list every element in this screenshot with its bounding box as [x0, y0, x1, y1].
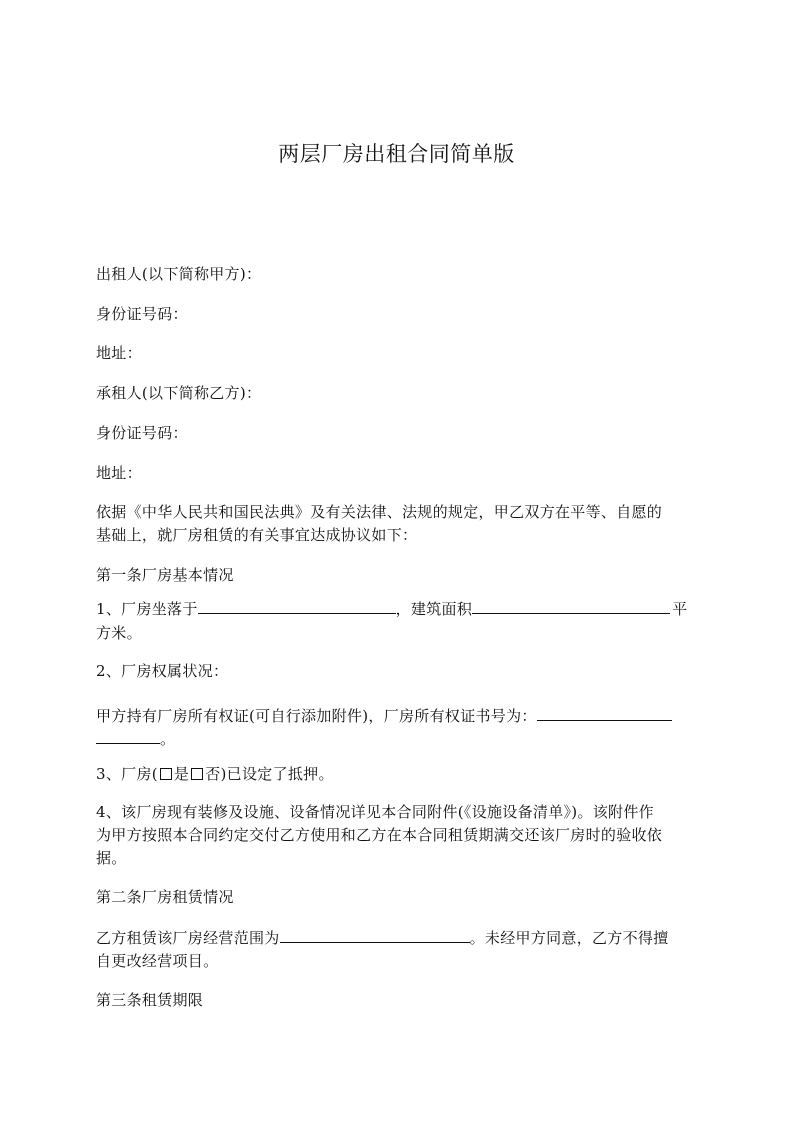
intro-line-2: 基础上，就厂房租赁的有关事宜达成协议如下： [96, 526, 418, 544]
certificate-label: 甲方持有厂房所有权证(可自行添加附件)，厂房所有权证书号为： [96, 707, 537, 725]
mortgage-yes-checkbox[interactable] [160, 768, 172, 780]
area-unit-part-1: 平 [672, 600, 688, 618]
article-2-heading: 第二条厂房租赁情况 [96, 888, 234, 906]
intro-line-1: 依据《中华人民共和国民法典》及有关法律、法规的规定，甲乙双方在平等、自愿的 [96, 503, 663, 521]
page-title: 两层厂房出租合同简单版 [278, 142, 515, 166]
lessee-address-label: 地址： [96, 464, 142, 482]
article-1-item-3 [96, 762, 696, 786]
mortgage-label: 3、厂房( [96, 765, 158, 783]
certificate-number-blank-2[interactable] [96, 727, 160, 744]
lessee-label: 承租人(以下简称乙方)： [96, 384, 262, 402]
article-2-scope-line-2: 自更改经营项目。 [96, 952, 219, 970]
location-blank[interactable] [198, 597, 396, 614]
certificate-end: 。 [160, 730, 176, 748]
mortgage-yes-label: 是 [173, 765, 190, 783]
certificate-line-2 [96, 727, 696, 751]
article-3-heading: 第三条租赁期限 [96, 991, 204, 1009]
article-2-scope-line-1 [96, 926, 696, 950]
lessor-id-label: 身份证号码： [96, 305, 188, 323]
area-unit-part-2: 方米。 [96, 624, 142, 642]
certificate-line [96, 704, 696, 728]
scope-blank[interactable] [280, 926, 470, 943]
article-1-item-4-line-2: 为甲方按照本合同约定交付乙方使用和乙方在本合同租赁期满交还该厂房时的验收依 [96, 826, 663, 844]
mortgage-no-checkbox[interactable] [191, 768, 203, 780]
scope-label: 乙方租赁该厂房经营范围为 [96, 929, 280, 947]
article-1-item-4-line-1: 4、该厂房现有装修及设施、设备情况详见本合同附件(《设施设备清单》)。该附件作 [96, 803, 654, 821]
lessor-label: 出租人(以下简称甲方)： [96, 265, 262, 283]
area-blank[interactable] [472, 597, 670, 614]
mortgage-no-label: 否)已设定了抵押。 [205, 765, 334, 783]
lessee-id-label: 身份证号码： [96, 424, 188, 442]
location-label: 1、厂房坐落于 [96, 600, 198, 618]
area-label: ，建筑面积 [395, 600, 473, 618]
article-1-item-2: 2、厂房权属状况： [96, 662, 229, 680]
article-1-heading: 第一条厂房基本情况 [96, 566, 234, 584]
article-1-item-1 [96, 597, 696, 621]
certificate-number-blank-1[interactable] [537, 704, 672, 721]
article-1-item-4-line-3: 据。 [96, 849, 127, 867]
scope-restriction: 。未经甲方同意，乙方不得擅 [469, 929, 669, 947]
lessor-address-label: 地址： [96, 344, 142, 362]
